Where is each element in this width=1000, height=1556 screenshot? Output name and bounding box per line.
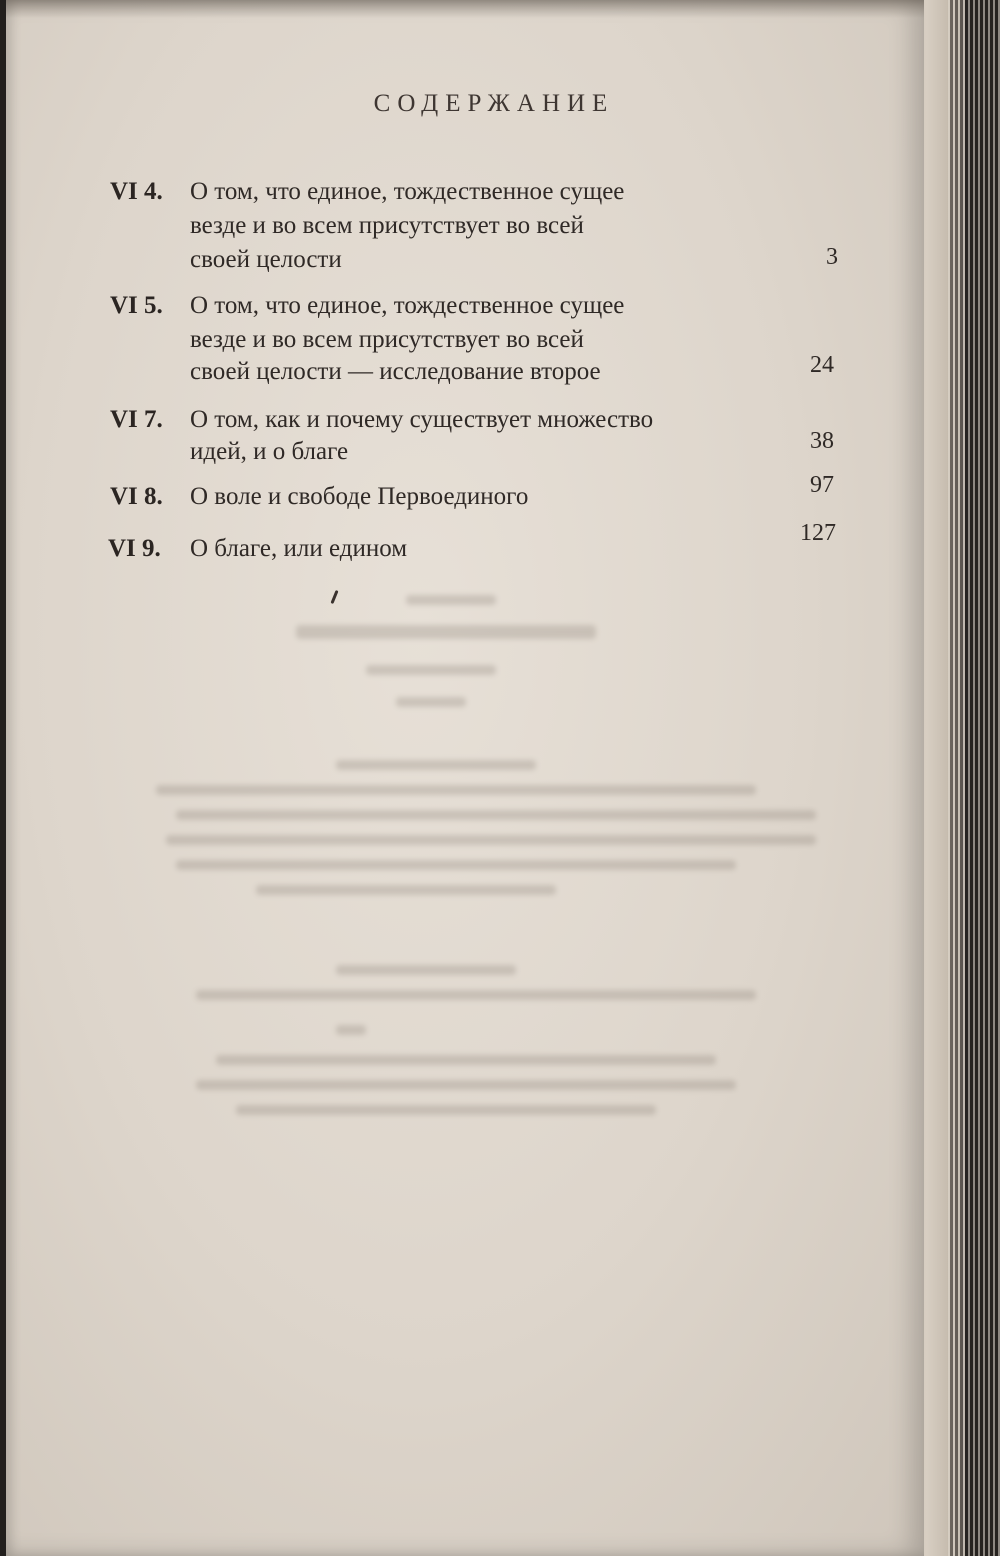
entry-page-number: 3	[826, 244, 838, 270]
entry-title-line: везде и во всем присутствует во всей	[190, 212, 584, 239]
entry-page-number: 97	[810, 472, 834, 498]
entry-page-number: 24	[810, 352, 834, 378]
entry-number: VI 4.	[110, 178, 163, 205]
entry-title-line: своей целости	[190, 246, 342, 273]
entry-title-line: О том, что единое, тождественное сущее	[190, 292, 625, 319]
entry-page-number: 38	[810, 428, 834, 454]
entry-page-number: 127	[800, 520, 836, 546]
entry-title-line: О благе, или едином	[190, 535, 408, 562]
entry-title-line: своей целости — исследование второе	[190, 358, 601, 385]
page-title: СОДЕРЖАНИЕ	[373, 90, 615, 117]
table-of-contents	[0, 0, 918, 600]
entry-title-line: О воле и свободе Первоединого	[190, 483, 529, 510]
entry-number: VI 5.	[110, 292, 163, 319]
entry-number: VI 9.	[108, 535, 161, 562]
entry-number: VI 8.	[110, 483, 163, 510]
show-through-text	[136, 585, 856, 1145]
page-stack-edge	[948, 0, 1000, 1556]
entry-title-line: идей, и о благе	[190, 438, 349, 465]
entry-title-line: везде и во всем присутствует во всей	[190, 326, 584, 353]
entry-title-line: О том, как и почему существует множество	[190, 406, 654, 433]
entry-title-line: О том, что единое, тождественное сущее	[190, 178, 625, 205]
entry-number: VI 7.	[110, 406, 163, 433]
